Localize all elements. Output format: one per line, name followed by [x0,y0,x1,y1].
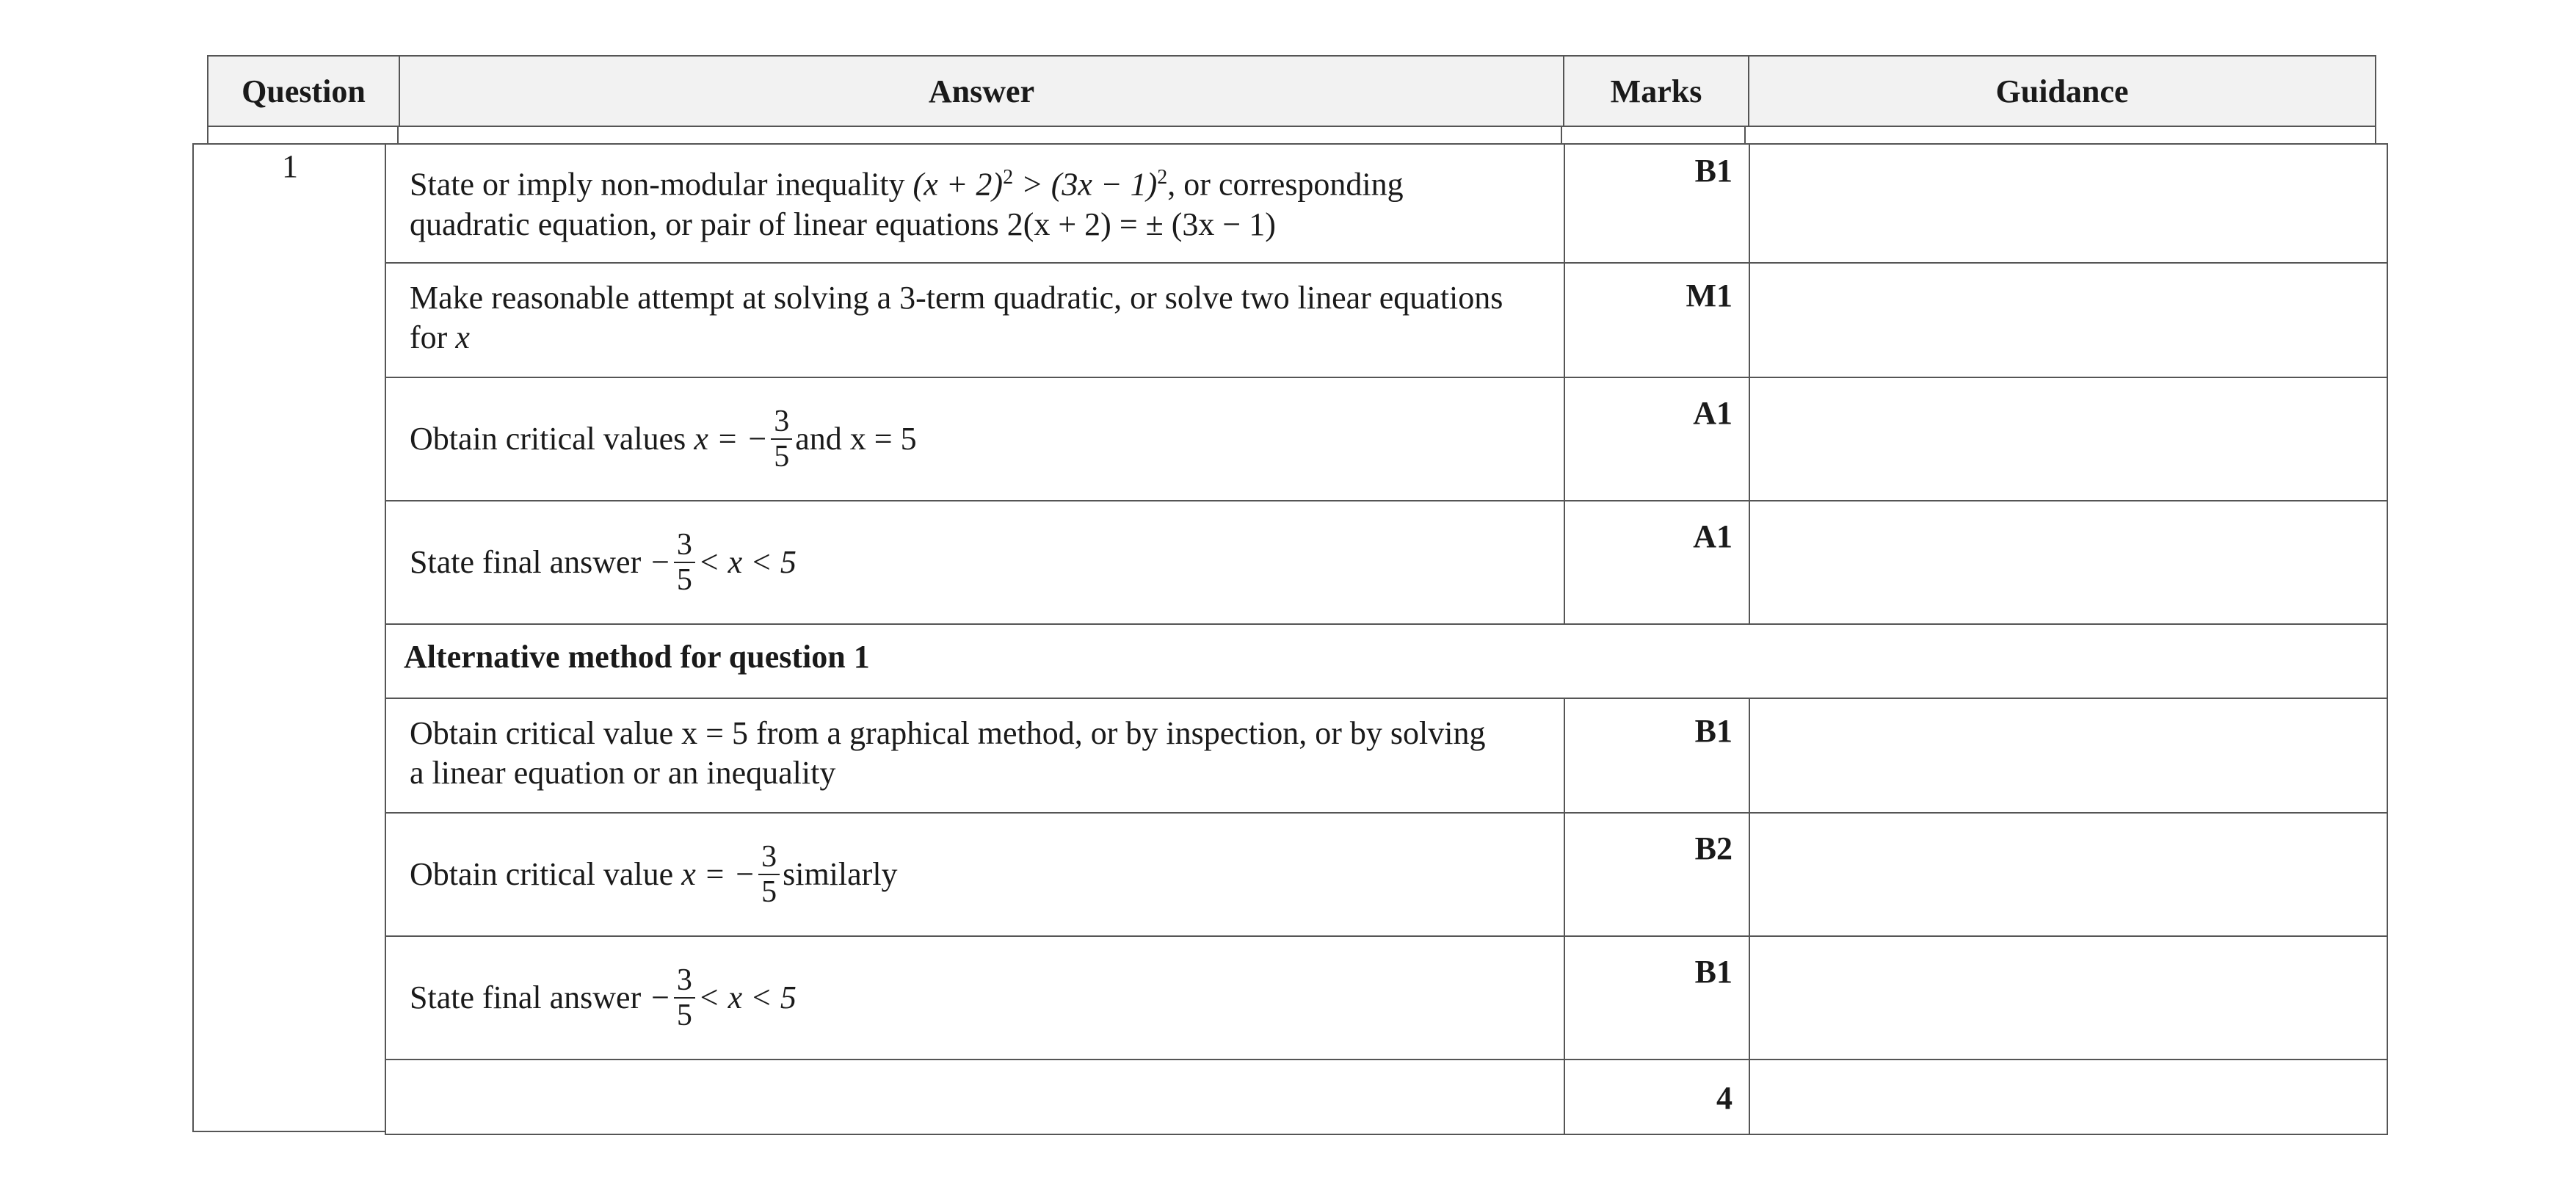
fraction: $\frac{3}{5}$ [771,405,792,474]
mark-scheme-body [385,143,2388,1135]
total-marks: 4 [1565,1060,1750,1134]
marks-cell: A1 [1565,501,1750,623]
marks-cell: B1 [1565,699,1750,812]
answer-line: a linear equation or an inequality [410,755,836,791]
guidance-cell [1750,814,2387,935]
answer-cell [386,814,1565,935]
fraction: $\frac{3}{5}$ [674,963,695,1032]
answer-cell [386,699,1565,812]
answer-cell [386,378,1565,500]
answer-line: Obtain critical value x = 5 from a graphical method, or by inspection, or by solving [410,715,1486,751]
table-row [386,145,2387,264]
table-row [386,501,2387,625]
guidance-cell [1750,501,2387,623]
divider [1744,127,1746,145]
header-marks: Marks [1564,57,1749,126]
fraction: $\frac{3}{5}$ [674,528,695,597]
table-header [207,55,2376,127]
divider [397,127,399,145]
answer-cell [386,1060,1565,1134]
question-number-cell [192,143,386,1132]
marks-cell: B1 [1565,937,1750,1059]
guidance-cell [1750,1060,2387,1134]
divider [2375,127,2376,145]
alternative-method-heading: Alternative method for question 1 [404,639,870,675]
total-row [386,1060,2387,1134]
header-question: Question [208,57,400,126]
answer-cell [386,264,1565,377]
guidance-cell [1750,264,2387,377]
marks-cell: A1 [1565,378,1750,500]
answer-line: Obtain critical value x = − $\frac{3}{5}$ similarly [410,840,898,909]
marks-cell: B2 [1565,814,1750,935]
guidance-cell [1750,937,2387,1059]
marks-cell: B1 [1565,145,1750,262]
guidance-cell [1750,145,2387,262]
table-row [386,814,2387,937]
table-row [386,264,2387,378]
answer-line: State final answer − $\frac{3}{5}$ < x < 5 [410,963,797,1032]
answer-line: Obtain critical values x = − $\frac{3}{5}$ and x = 5 [410,405,917,474]
table-row [386,699,2387,814]
table-row [386,378,2387,501]
answer-line: Make reasonable attempt at solving a 3-term quadratic, or solve two linear equations [410,280,1503,316]
alternative-heading-row [386,625,2387,699]
answer-line: quadratic equation, or pair of linear equations 2(x + 2) = ± (3x − 1) [410,206,1276,242]
answer-cell [386,501,1565,623]
question-number: 1 [282,148,298,184]
answer-cell [386,145,1565,262]
guidance-cell [1750,699,2387,812]
fraction: $\frac{3}{5}$ [758,840,780,909]
answer-line: State final answer − $\frac{3}{5}$ < x < 5 [410,528,797,597]
marks-cell: M1 [1565,264,1750,377]
divider [207,127,208,145]
header-answer: Answer [400,57,1564,126]
answer-cell [386,937,1565,1059]
answer-line: State or imply non-modular inequality $(x + 2)^2 > (3x - 1)^2$, or corresponding [410,166,1404,203]
answer-line: for x [410,319,470,355]
header-guidance: Guidance [1995,73,2129,109]
table-row [386,937,2387,1060]
guidance-cell [1750,378,2387,500]
divider [1561,127,1562,145]
